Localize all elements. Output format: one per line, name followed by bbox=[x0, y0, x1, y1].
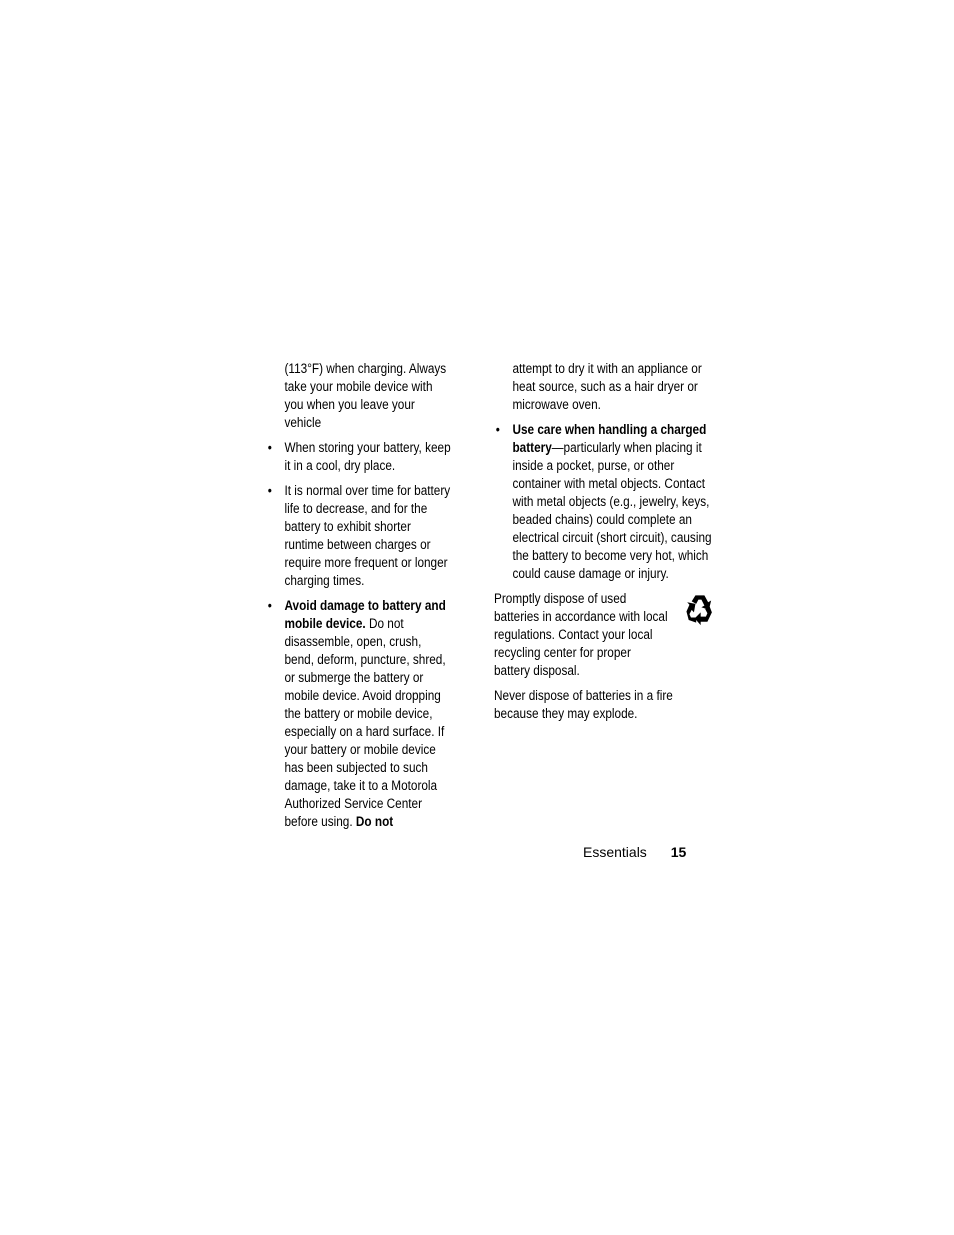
bullet-point: • bbox=[267, 483, 272, 498]
bullet-point: • bbox=[267, 440, 272, 455]
list-item-heading: Avoid damage to battery and mobile device. bbox=[284, 598, 446, 631]
list-item-text: It is normal over time for battery life to decrease, and for the battery to exhibit shorter runtime between charges or require more frequent or longer charging times. bbox=[284, 483, 451, 588]
section-name: Essentials bbox=[583, 844, 647, 860]
list-item-text: Do not disassemble, open, crush, bend, deform, puncture, shred, or submerge the battery or mobile device. Avoid dropping the battery or mobile device, especially on a hard surface. If your battery or mobile device has been subjected to such damage, take it to a Motorola Authorized Service Center before using. bbox=[284, 616, 446, 829]
list-item-text: —particularly when placing it inside a pocket, purse, or other container with metal objects. Contact with metal objects (e.g., jewelry, keys, beaded chains) could complete an electrical circuit (short circuit), causing the battery to become very hot, which could cause damage or injury. bbox=[512, 440, 712, 581]
list-item bbox=[266, 439, 453, 475]
continued-paragraph: (113°F) when charging. Always take your mobile device with you when you leave your vehicle bbox=[284, 361, 447, 430]
page-number: 15 bbox=[670, 844, 687, 860]
fire-warning-paragraph: Never dispose of batteries in a fire because they may explode. bbox=[494, 688, 673, 721]
bullet-point: • bbox=[267, 598, 272, 613]
page-footer bbox=[583, 843, 686, 861]
disposal-paragraph-block bbox=[494, 590, 714, 680]
list-item bbox=[266, 482, 453, 590]
list-item-heading: Use care when handling a charged battery bbox=[512, 422, 707, 455]
list-item-text: When storing your battery, keep it in a cool, dry place. bbox=[284, 440, 451, 473]
list-item bbox=[494, 421, 714, 583]
continued-paragraph: attempt to dry it with an appliance or heat source, such as a hair dryer or microwave oven. bbox=[512, 361, 702, 412]
right-column bbox=[494, 360, 714, 730]
bullet-point: • bbox=[495, 422, 500, 437]
list-item bbox=[266, 597, 453, 831]
list-item-emphasis: Do not bbox=[355, 814, 394, 829]
disposal-paragraph: Promptly dispose of used batteries in accordance with local regulations. Contact your local recycling center for proper battery disposal. bbox=[494, 591, 668, 678]
left-column bbox=[266, 360, 453, 838]
recycle-icon bbox=[685, 592, 715, 626]
